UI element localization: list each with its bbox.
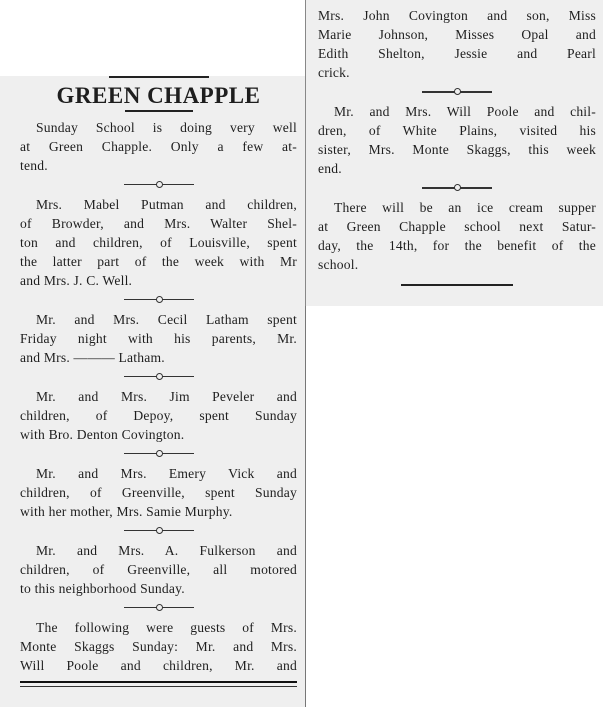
text-line: at Green Chapple school next Satur- [318, 219, 596, 234]
news-item [20, 541, 297, 598]
separator [318, 82, 596, 102]
news-item [20, 387, 297, 444]
left-body [20, 118, 297, 675]
text-line: Marie Johnson, Misses Opal and [318, 27, 596, 42]
text-line: children, of Greenville, all motored [20, 561, 297, 577]
text-line: day, the 14th, for the benefit of the [318, 238, 596, 253]
separator-dot [156, 450, 163, 457]
separator [20, 598, 297, 618]
text-line: Mrs. Mabel Putman and children, [36, 196, 297, 212]
title-underline [125, 110, 193, 112]
separator-dot [156, 604, 163, 611]
separator-dot [156, 296, 163, 303]
separator [20, 367, 297, 387]
separator-dot [454, 88, 461, 95]
text-line: Mrs. John Covington and son, Miss [318, 8, 596, 23]
text-line: the latter part of the week with Mr [20, 253, 297, 269]
text-line: Mr. and Mrs. A. Fulkerson and [36, 542, 297, 558]
news-item [318, 6, 596, 82]
news-item [20, 195, 297, 290]
text-line: There will be an ice cream supper [334, 200, 596, 215]
separator [20, 444, 297, 464]
text-line: Monte Skaggs Sunday: Mr. and Mrs. [20, 638, 297, 654]
news-item [20, 310, 297, 367]
text-line: children, of Depoy, spent Sunday [20, 407, 297, 423]
text-line: The following were guests of Mrs. [36, 619, 297, 635]
text-line: Mr. and Mrs. Cecil Latham spent [36, 311, 297, 327]
text-line: Edith Shelton, Jessie and Pearl [318, 46, 596, 61]
separator [20, 175, 297, 195]
text-line: Mr. and Mrs. Emery Vick and [36, 465, 297, 481]
text-line: dren, of White Plains, visited his [318, 123, 596, 138]
separator [318, 178, 596, 198]
text-line: tend. [20, 157, 48, 173]
text-line: Will Poole and children, Mr. and [20, 657, 297, 673]
text-line: of Browder, and Mrs. Walter Shel- [20, 215, 297, 231]
text-line: ton and children, of Louisville, spent [20, 234, 297, 250]
text-line: at Green Chapple. Only a few at- [20, 138, 297, 154]
separator [20, 521, 297, 541]
text-line: school. [318, 257, 359, 272]
news-item [20, 618, 297, 675]
text-line: with her mother, Mrs. Samie Murphy. [20, 503, 233, 519]
news-item [318, 198, 596, 274]
right-column [305, 0, 603, 306]
separator-dot [454, 184, 461, 191]
text-line: Mr. and Mrs. Jim Peveler and [36, 388, 297, 404]
text-line: crick. [318, 65, 350, 80]
text-line: with Bro. Denton Covington. [20, 426, 185, 442]
text-line: and Mrs. J. C. Well. [20, 272, 133, 288]
separator-dot [156, 373, 163, 380]
text-line: end. [318, 161, 342, 176]
text-line: sister, Mrs. Monte Skaggs, this week [318, 142, 596, 157]
text-line: and Mrs. ——— Latham. [20, 349, 165, 365]
text-line: to this neighborhood Sunday. [20, 580, 185, 596]
news-item [20, 464, 297, 521]
text-line: Friday night with his parents, Mr. [20, 330, 297, 346]
text-line: Sunday School is doing very well [36, 119, 297, 135]
text-line: children, of Greenville, spent Sunday [20, 484, 297, 500]
left-column [0, 76, 306, 707]
column-end-rule [20, 681, 297, 687]
separator-dot [156, 527, 163, 534]
article-title: GREEN CHAPPLE [56, 83, 261, 108]
news-item [318, 102, 596, 178]
news-item [20, 118, 297, 175]
right-body [318, 6, 596, 274]
text-line: Mr. and Mrs. Will Poole and chil- [334, 104, 596, 119]
end-rule [401, 284, 513, 286]
separator [20, 290, 297, 310]
top-rule [109, 76, 209, 78]
separator-dot [156, 181, 163, 188]
